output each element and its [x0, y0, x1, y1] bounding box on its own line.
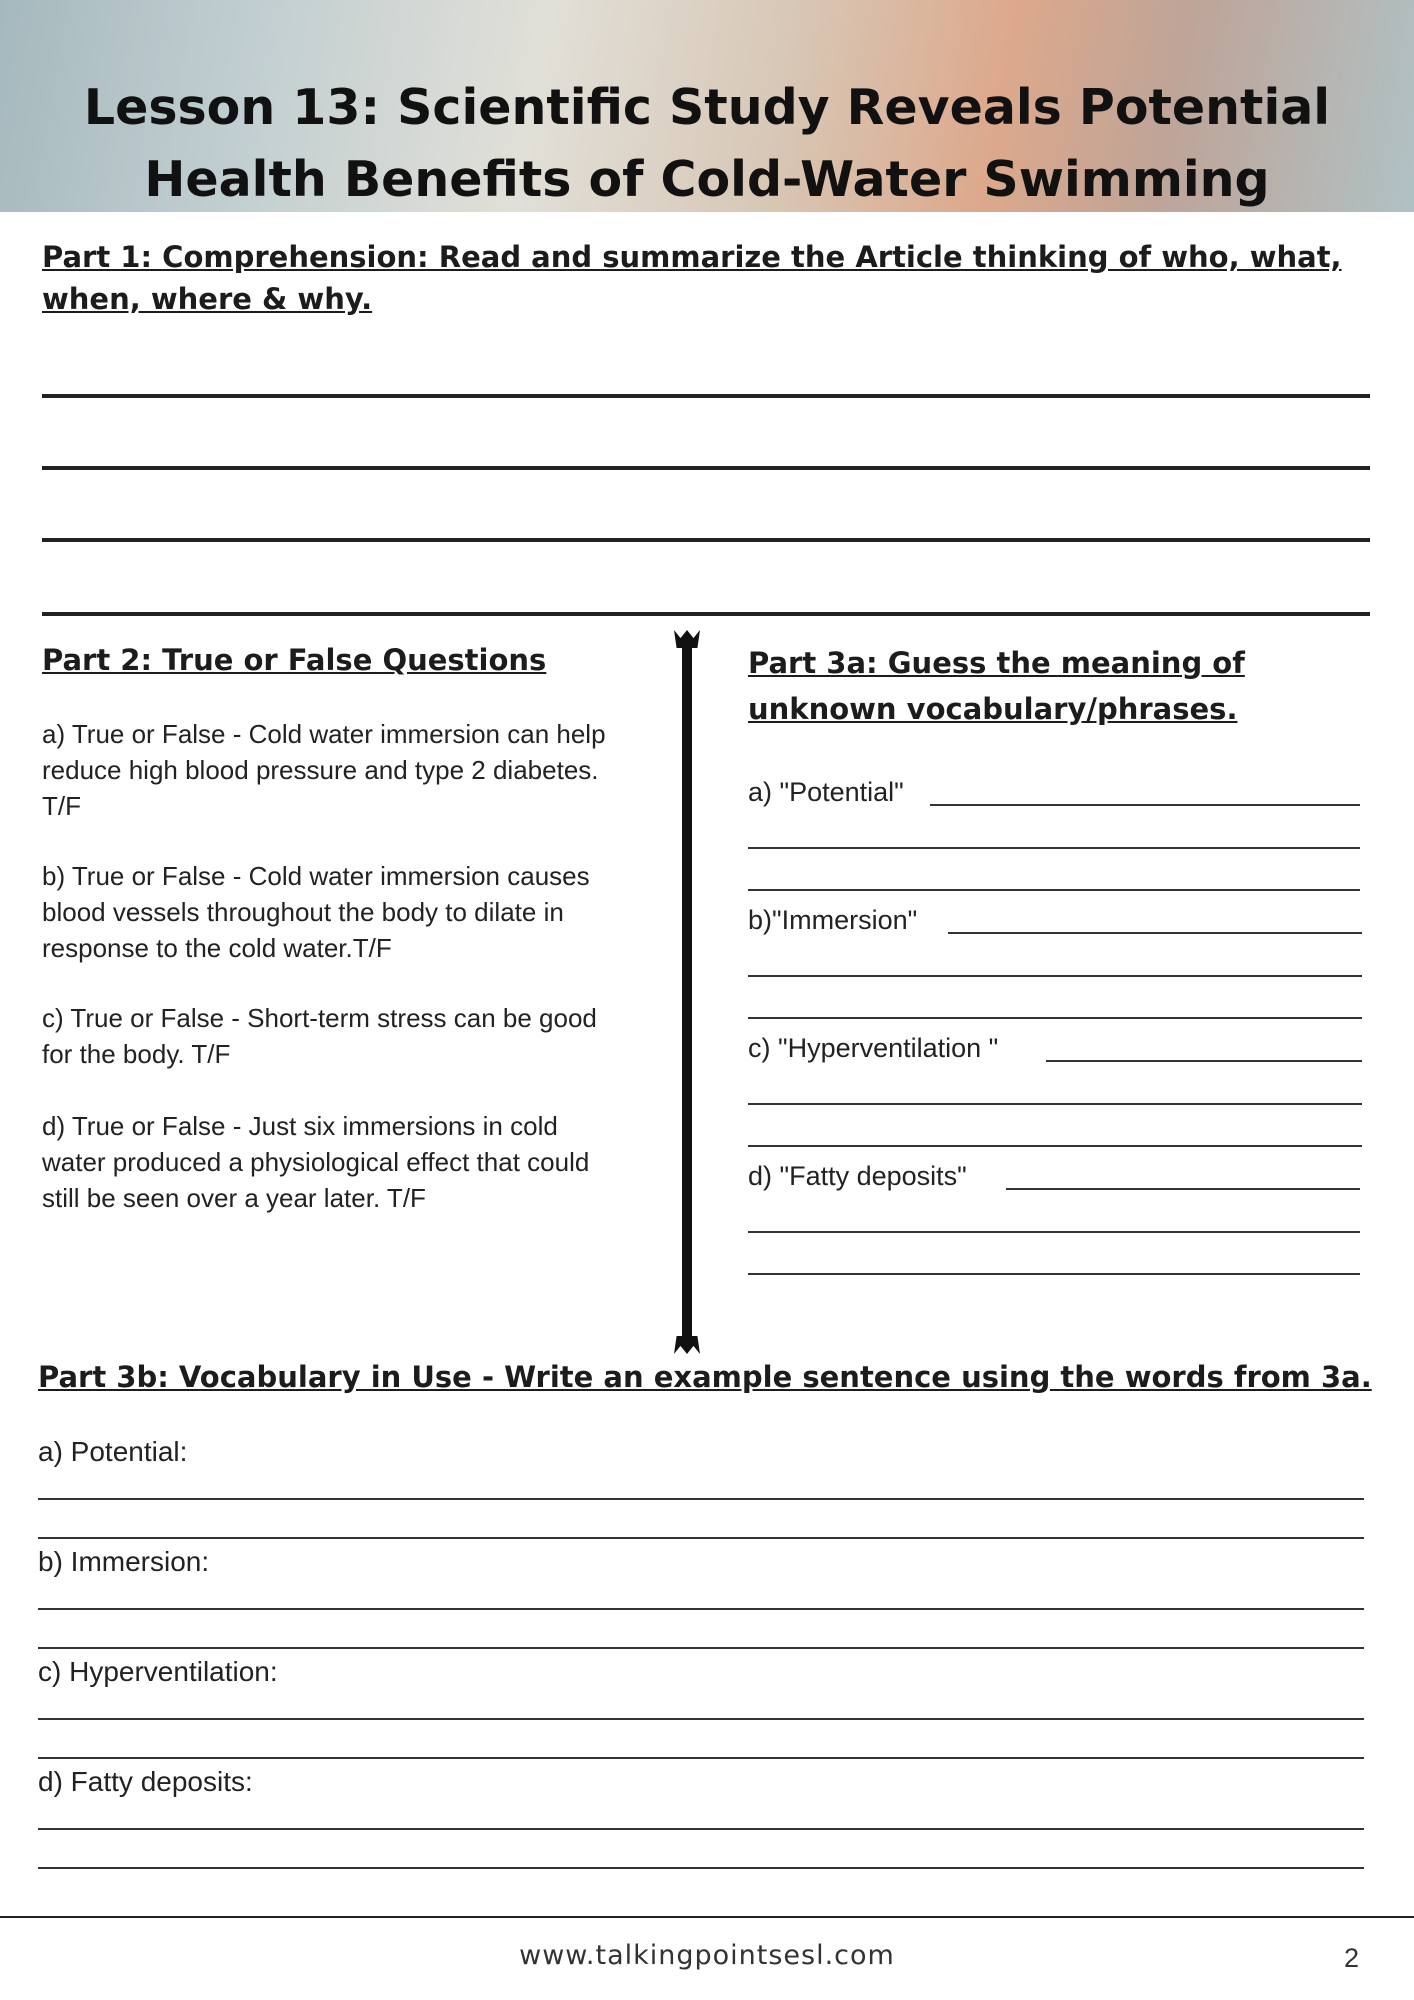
vocab-answer-line[interactable]: [748, 1145, 1362, 1147]
tf-question-c: c) True or False - Short-term stress can be good for the body. T/F: [42, 1003, 597, 1069]
sentence-label-d: d) Fatty deposits:: [38, 1766, 253, 1797]
part2-heading: Part 2: True or False Questions: [42, 643, 547, 677]
part3a-heading: Part 3a: Guess the meaning of unknown vocabulary/phrases.: [748, 646, 1245, 726]
vocab-answer-line[interactable]: [748, 1103, 1362, 1105]
sentence-answer-line[interactable]: [38, 1757, 1364, 1759]
vocab-answer-line[interactable]: [748, 1017, 1362, 1019]
vocab-answer-line[interactable]: [748, 975, 1362, 977]
vocab-answer-line[interactable]: [748, 847, 1360, 849]
vocab-label-b: b)"Immersion": [748, 905, 918, 935]
answer-line[interactable]: [42, 394, 1370, 398]
lesson-title: Lesson 13: Scientific Study Reveals Potential Health Benefits of Cold-Water Swimming: [83, 79, 1331, 208]
vocab-answer-line[interactable]: [930, 804, 1360, 806]
header-banner: [0, 0, 1414, 212]
vocab-label-a: a) "Potential": [748, 777, 904, 807]
vocab-answer-line[interactable]: [1006, 1188, 1360, 1190]
sentence-answer-line[interactable]: [38, 1647, 1364, 1649]
sentence-answer-line[interactable]: [38, 1498, 1364, 1500]
footer-divider: [0, 1916, 1414, 1918]
part3b-heading: Part 3b: Vocabulary in Use - Write an example sentence using the words from 3a.: [38, 1360, 1372, 1394]
sentence-label-a: a) Potential:: [38, 1436, 188, 1467]
answer-line[interactable]: [42, 466, 1370, 470]
sentence-answer-line[interactable]: [38, 1718, 1364, 1720]
vocab-answer-line[interactable]: [748, 1231, 1360, 1233]
vocab-answer-line[interactable]: [748, 1273, 1360, 1275]
sentence-answer-line[interactable]: [38, 1867, 1364, 1869]
sentence-answer-line[interactable]: [38, 1828, 1364, 1830]
vocab-label-d: d) "Fatty deposits": [748, 1161, 967, 1191]
sentence-answer-line[interactable]: [38, 1537, 1364, 1539]
sentence-answer-line[interactable]: [38, 1608, 1364, 1610]
column-divider: [682, 646, 692, 1342]
answer-line[interactable]: [42, 612, 1370, 616]
tf-question-d: d) True or False - Just six immersions in cold water produced a physiological effect that could still be seen over a year later. T/F: [42, 1111, 590, 1213]
sentence-label-c: c) Hyperventilation:: [38, 1656, 278, 1687]
vocab-answer-line[interactable]: [948, 932, 1362, 934]
vocab-answer-line[interactable]: [748, 889, 1360, 891]
vocab-answer-line[interactable]: [1046, 1060, 1362, 1062]
divider-cap-bottom: [674, 1336, 700, 1354]
answer-line[interactable]: [42, 538, 1370, 542]
tf-question-b: b) True or False - Cold water immersion causes blood vessels throughout the body to dilate in response to the cold water.T/F: [42, 861, 590, 963]
footer-url: www.talkingpointsesl.com: [519, 1940, 895, 1971]
part1-heading: Part 1: Comprehension: Read and summarize the Article thinking of who, what, when, where & why.: [42, 240, 1342, 316]
vocab-label-c: c) "Hyperventilation ": [748, 1033, 999, 1063]
sentence-label-b: b) Immersion:: [38, 1546, 210, 1577]
page-number: 2: [1344, 1943, 1360, 1973]
tf-question-a: a) True or False - Cold water immersion can help reduce high blood pressure and type 2 diabetes. T/F: [42, 719, 606, 821]
